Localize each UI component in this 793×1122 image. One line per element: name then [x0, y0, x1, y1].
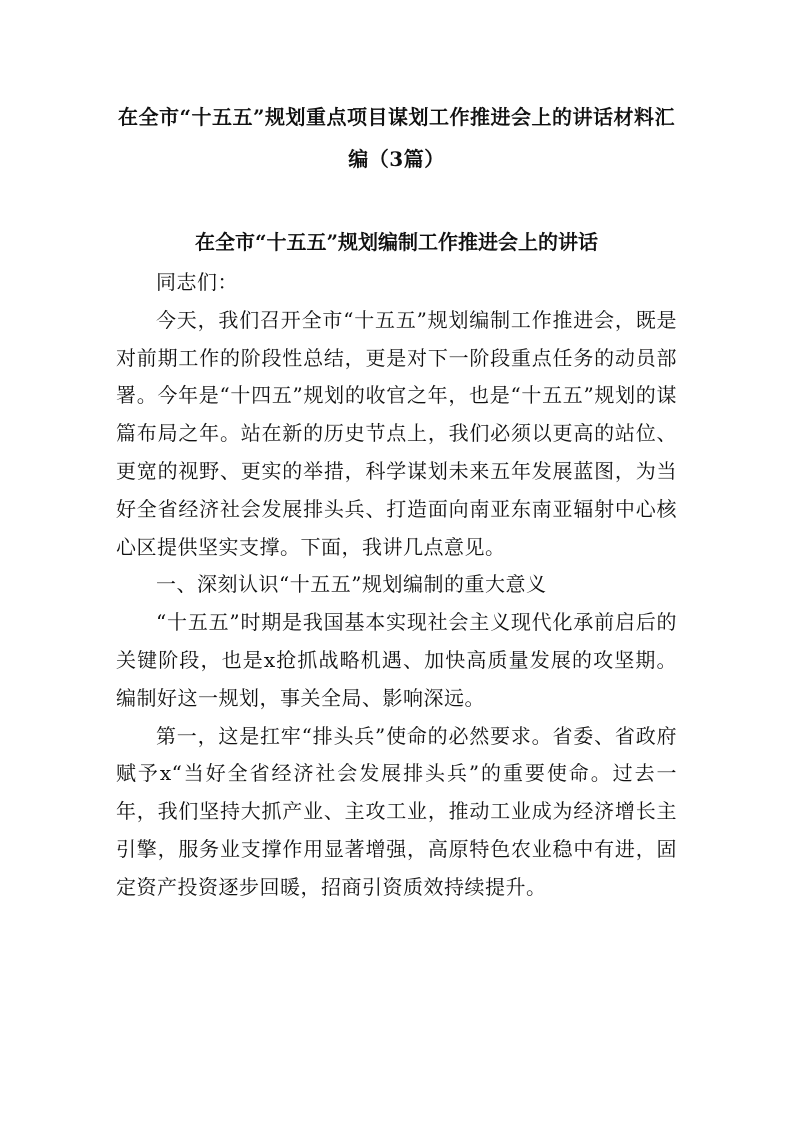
salutation: 同志们： [156, 270, 238, 294]
speech-body [116, 264, 677, 907]
paragraph-point-1: 第一，这是扛牢“排头兵”使命的必然要求。省委、省政府赋予x“当好全省经济社会发展排头兵”的重要使命。过去一年，我们坚持大抓产业、主攻工业，推动工业成为经济增长主引擎，服务业支撑作用显著增强，高原特色农业稳中有进，固定资产投资逐步回暖，招商引资质效持续提升。 [116, 723, 677, 899]
document-title: 在全市“十五五”规划重点项目谋划工作推进会上的讲话材料汇编（3篇） [117, 105, 675, 171]
paragraph-section-intro: “十五五”时期是我国基本实现社会主义现代化承前启后的关键阶段，也是x抢抓战略机遇、加快高质量发展的攻坚期。编制好这一规划，事关全局、影响深远。 [116, 610, 677, 710]
speech-title: 在全市“十五五”规划编制工作推进会上的讲话 [194, 230, 598, 254]
paragraph-opening: 今天，我们召开全市“十五五”规划编制工作推进会，既是对前期工作的阶段性总结，更是对下一阶段重点任务的动员部署。今年是“十四五”规划的收官之年，也是“十五五”规划的谋篇布局之年。站在新的历史节点上，我们必须以更高的站位、更宽的视野、更实的举措，科学谋划未来五年发展蓝图，为当好全省经济社会发展排头兵、打造面向南亚东南亚辐射中心核心区提供坚实支撑。下面，我讲几点意见。 [116, 307, 677, 559]
section-heading-1: 一、深刻认识“十五五”规划编制的重大意义 [156, 572, 547, 597]
